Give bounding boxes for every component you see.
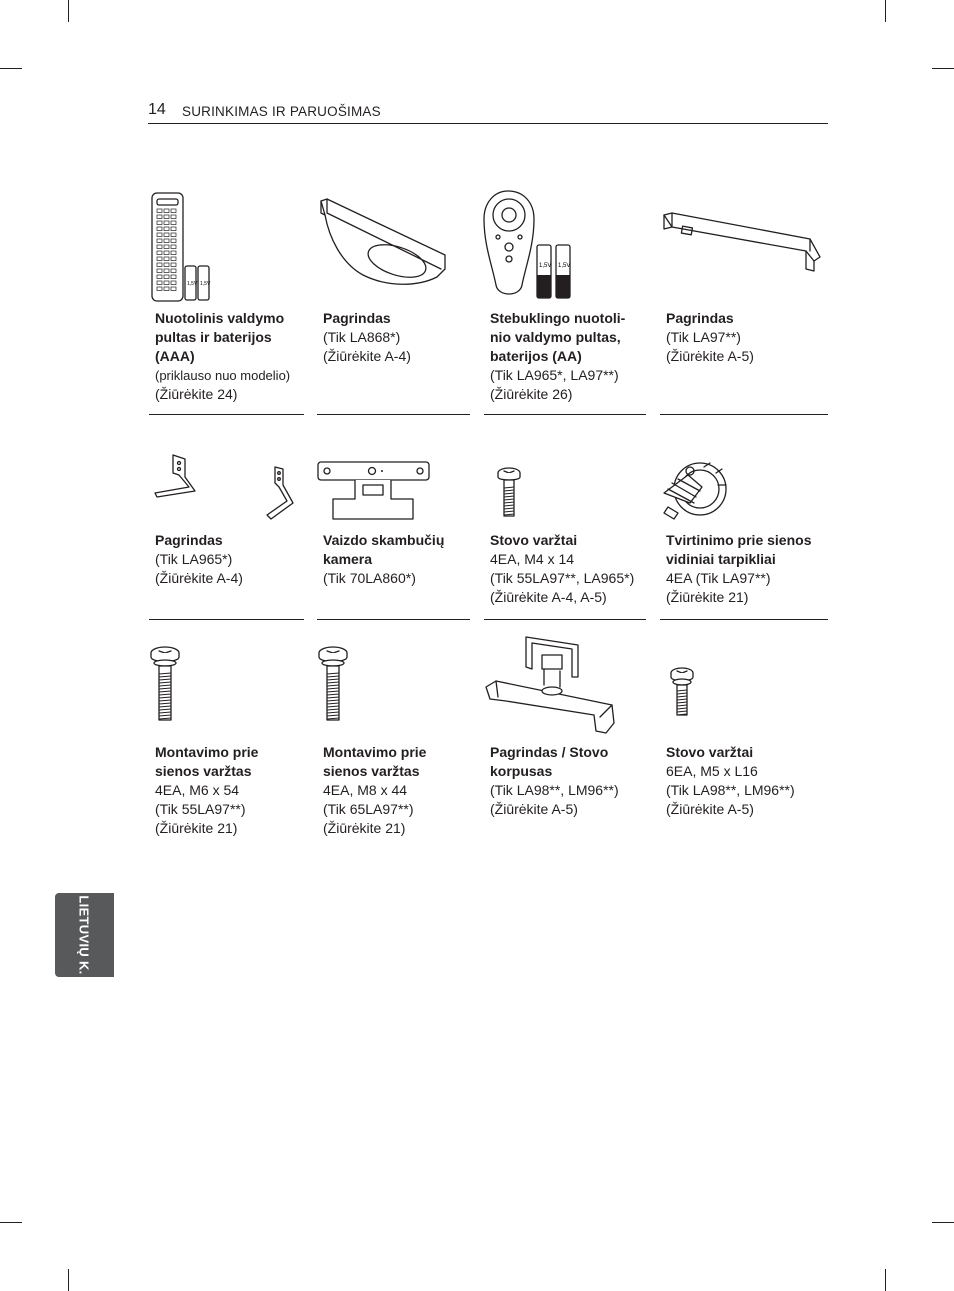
item-stand-screw-m4 [484,447,646,620]
item-detail: (Žiūrėkite 26) [490,386,573,402]
item-video-camera [317,447,470,620]
item-detail: (Žiūrėkite A-5) [666,801,754,817]
item-title: Montavimo prie sienos varžtas [323,744,427,779]
video-camera-icon [317,447,470,527]
item-wall-spacer [660,447,828,620]
item-caption [490,531,634,607]
crop-mark [932,68,954,69]
crop-mark [68,1269,69,1291]
language-tab-label: LIETUVIŲ K. [76,895,92,975]
item-magic-remote [484,185,646,415]
item-title: Pagrindas / Stovo korpusas [490,744,609,779]
section-title: SURINKIMAS IR PARUOŠIMAS [182,104,381,119]
item-title: Nuotolinis valdymo pultas ir baterijos (AAA) [155,310,285,364]
item-caption [323,531,444,588]
item-detail: (Žiūrėkite A-4) [155,570,243,586]
item-detail: (Tik 70LA860*) [323,570,416,586]
item-detail: (Žiūrėkite 21) [155,820,238,836]
item-title: Tvirtinimo prie sienos vidiniai tarpikliai [666,532,812,567]
item-caption [323,309,411,366]
stand-screw-icon [484,447,646,527]
item-caption [666,531,811,607]
item-detail: 6EA, M5 x L16 [666,763,758,779]
item-title: Montavimo prie sienos varžtas [155,744,259,779]
item-detail: (Žiūrėkite A-4, A-5) [490,589,607,605]
item-caption [666,309,754,366]
item-detail: (Tik 65LA97**) [323,801,414,817]
item-detail: (Tik 55LA97**) [155,801,246,817]
battery-label: 1,5V [558,263,571,269]
item-caption [666,743,795,819]
wall-spacer-icon [660,447,828,527]
stand-base-icon [317,185,470,310]
item-remote-control [149,185,304,415]
item-caption [155,309,290,404]
magic-remote-icon [484,185,646,310]
item-detail: (Tik LA965*) [155,551,233,567]
item-caption [490,309,625,404]
crop-mark [0,1222,22,1223]
item-detail: (Tik LA98**, LM96**) [490,782,619,798]
crop-mark [0,68,22,69]
item-detail: (Tik 55LA97**, LA965*) [490,570,635,586]
item-detail: (Žiūrėkite 21) [666,589,749,605]
item-detail: 4EA, M8 x 44 [323,782,408,798]
remote-control-icon [149,185,304,310]
stand-body-icon [484,635,646,740]
item-caption [155,531,243,588]
wall-screw-long-icon [149,635,304,730]
language-tab [55,893,114,977]
battery-label: 1,5V [539,263,552,269]
stand-bar-icon [660,185,828,310]
item-title: Stovo varžtai [666,744,754,760]
item-detail: (Žiūrėkite 24) [155,386,238,402]
battery-label: 1,5V [187,281,198,287]
item-detail: 4EA, M6 x 54 [155,782,240,798]
item-stand-body [484,635,646,845]
item-detail: 4EA (Tik LA97**) [666,570,771,586]
item-detail: (Tik LA868*) [323,329,401,345]
item-title: Pagrindas [323,310,391,326]
stand-legs-icon [149,447,304,527]
crop-mark [932,1222,954,1223]
item-detail: (Tik LA965*, LA97**) [490,367,619,383]
battery-label: 1,5V [200,281,211,287]
item-caption [155,743,258,838]
page-number: 14 [148,101,166,118]
item-stand-screw-m5 [660,635,828,845]
crop-mark [885,1269,886,1291]
item-detail: 4EA, M4 x 14 [490,551,575,567]
item-title: Pagrindas [155,532,223,548]
item-detail: (Žiūrėkite A-4) [323,348,411,364]
item-wall-screw-m8 [317,635,470,845]
stand-screw-short-icon [660,635,828,730]
item-title: Pagrindas [666,310,734,326]
item-title: Vaizdo skambučių kamera [323,532,445,567]
item-caption [323,743,426,838]
crop-mark [68,0,69,22]
item-title: Stebuklingo nuotoli- nio valdymo pultas, baterijos (AA) [490,310,626,364]
crop-mark [885,0,886,22]
item-detail: (Tik LA97**) [666,329,741,345]
item-stand-la97 [660,185,828,415]
item-title: Stovo varžtai [490,532,578,548]
item-detail: (Žiūrėkite 21) [323,820,406,836]
item-detail: (Žiūrėkite A-5) [666,348,754,364]
item-stand-la965 [149,447,304,620]
item-detail: (priklauso nuo modelio) [155,368,291,383]
item-detail: (Tik LA98**, LM96**) [666,782,795,798]
item-detail: (Žiūrėkite A-5) [490,801,578,817]
wall-screw-icon [317,635,470,730]
item-stand-la868 [317,185,470,415]
item-caption [490,743,619,819]
item-wall-screw-m6 [149,635,304,845]
page-header [148,101,828,124]
